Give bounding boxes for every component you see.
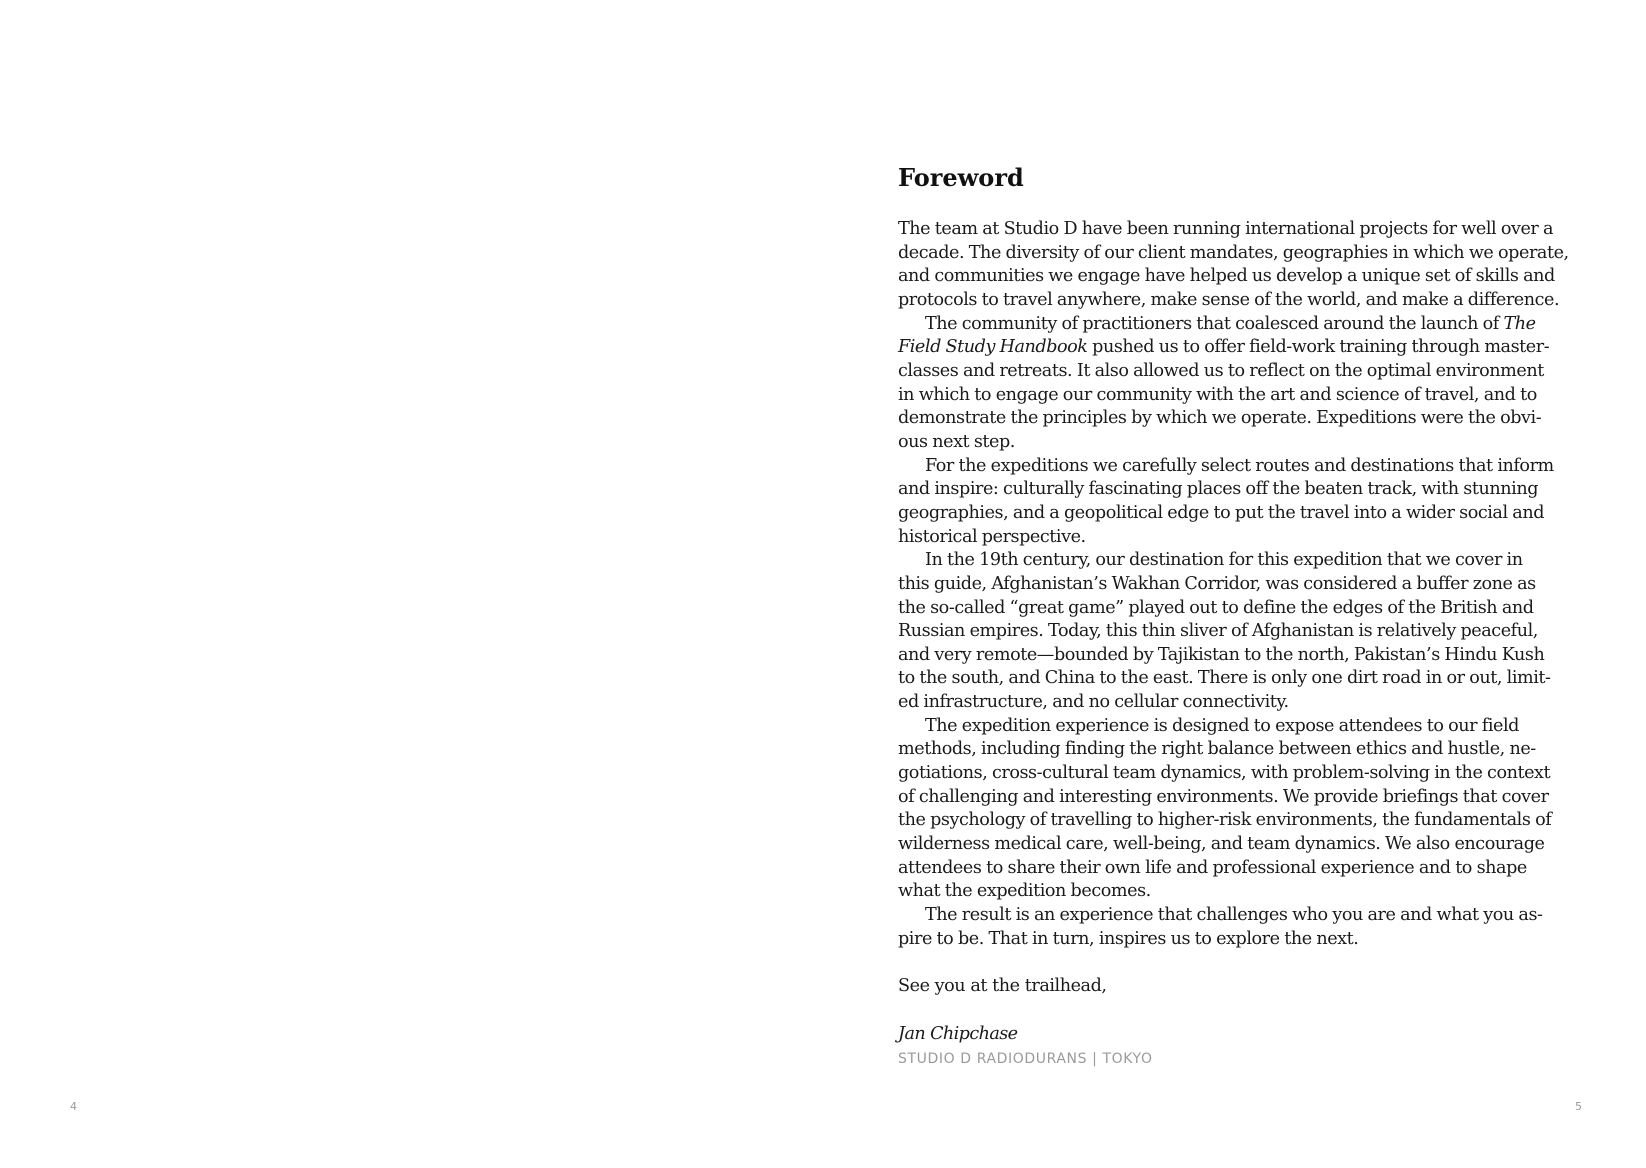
- paragraph-1-line-3: and communities we engage have helped us develop a unique set of skills and: [898, 266, 1555, 287]
- right-page-number: 5: [1575, 1100, 1582, 1113]
- paragraph-2-line-6: ous next step.: [898, 431, 1015, 452]
- paragraph-4-line-5: and very remote—bounded by Tajikistan to the north, Pakistan’s Hindu Kush: [898, 644, 1545, 665]
- left-page-number: 4: [70, 1100, 77, 1113]
- paragraph-2-line-3: classes and retreats. It also allowed us to reflect on the optimal environment: [898, 360, 1544, 381]
- paragraph-5-line-7: attendees to share their own life and professional experience and to shape: [898, 857, 1527, 878]
- paragraph-5-line-8: what the expedition becomes.: [898, 881, 1151, 902]
- paragraph-2-line-1: [898, 313, 1588, 337]
- book-title-italic: Field Study Handbook: [898, 337, 1088, 358]
- book-title-italic: The: [1503, 313, 1536, 334]
- page-title: Foreword: [898, 163, 1024, 192]
- paragraph-1-line-4: protocols to travel anywhere, make sense of the world, and make a difference.: [898, 289, 1560, 310]
- paragraph-2-line-4: in which to engage our community with the art and science of travel, and to: [898, 384, 1537, 405]
- paragraph-5-line-2: methods, including finding the right balance between ethics and hustle, ne-: [898, 739, 1536, 760]
- foreword-body: [898, 218, 1588, 951]
- paragraph-3-line-2: and inspire: culturally fascinating places off the beaten track, with stunning: [898, 479, 1539, 500]
- paragraph-3-line-3: geographies, and a geopolitical edge to put the travel into a wider social and: [898, 502, 1545, 523]
- paragraph-4-line-6: to the south, and China to the east. There is only one dirt road in or out, limit-: [898, 668, 1551, 689]
- paragraph-5-line-1: The expedition experience is designed to expose attendees to our field: [925, 715, 1519, 736]
- signoff: See you at the trailhead,: [898, 976, 1107, 996]
- paragraph-2-text: The community of practitioners that coalesced around the launch of: [925, 313, 1504, 334]
- paragraph-5-line-3: gotiations, cross-cultural team dynamics, with problem-solving in the context: [898, 763, 1551, 784]
- paragraph-5-line-5: the psychology of travelling to higher-risk environments, the fundamentals of: [898, 810, 1552, 831]
- paragraph-2-line-2: [898, 336, 1588, 360]
- paragraph-3-line-4: historical perspective.: [898, 526, 1086, 547]
- paragraph-2-line-5: demonstrate the principles by which we operate. Expeditions were the obvi-: [898, 408, 1542, 429]
- paragraph-5-line-6: wilderness medical care, well-being, and team dynamics. We also encourage: [898, 834, 1545, 855]
- paragraph-3-line-1: For the expeditions we carefully select routes and destinations that inform: [925, 455, 1554, 476]
- paragraph-4-line-3: the so-called “great game” played out to define the edges of the British and: [898, 597, 1534, 618]
- paragraph-1-line-2: decade. The diversity of our client mandates, geographies in which we operate,: [898, 242, 1569, 263]
- paragraph-1-line-1: The team at Studio D have been running international projects for well over a: [898, 219, 1554, 239]
- paragraph-6-line-1: The result is an experience that challenges who you are and what you as-: [925, 905, 1543, 926]
- paragraph-4-line-7: ed infrastructure, and no cellular connectivity.: [898, 692, 1289, 713]
- paragraph-6-line-2: pire to be. That in turn, inspires us to explore the next.: [898, 928, 1359, 949]
- paragraph-4-line-1: In the 19th century, our destination for this expedition that we cover in: [925, 550, 1523, 571]
- author-affiliation: STUDIO D RADIODURANS | TOKYO: [898, 1051, 1153, 1067]
- paragraph-5-line-4: of challenging and interesting environments. We provide briefings that cover: [898, 786, 1549, 807]
- author-signature: Jan Chipchase: [898, 1024, 1018, 1044]
- paragraph-4-line-2: this guide, Afghanistan’s Wakhan Corridor, was considered a buffer zone as: [898, 573, 1536, 594]
- paragraph-2-text: pushed us to offer field-work training through master-: [1087, 337, 1550, 358]
- paragraph-4-line-4: Russian empires. Today, this thin sliver of Afghanistan is relatively peaceful,: [898, 621, 1538, 642]
